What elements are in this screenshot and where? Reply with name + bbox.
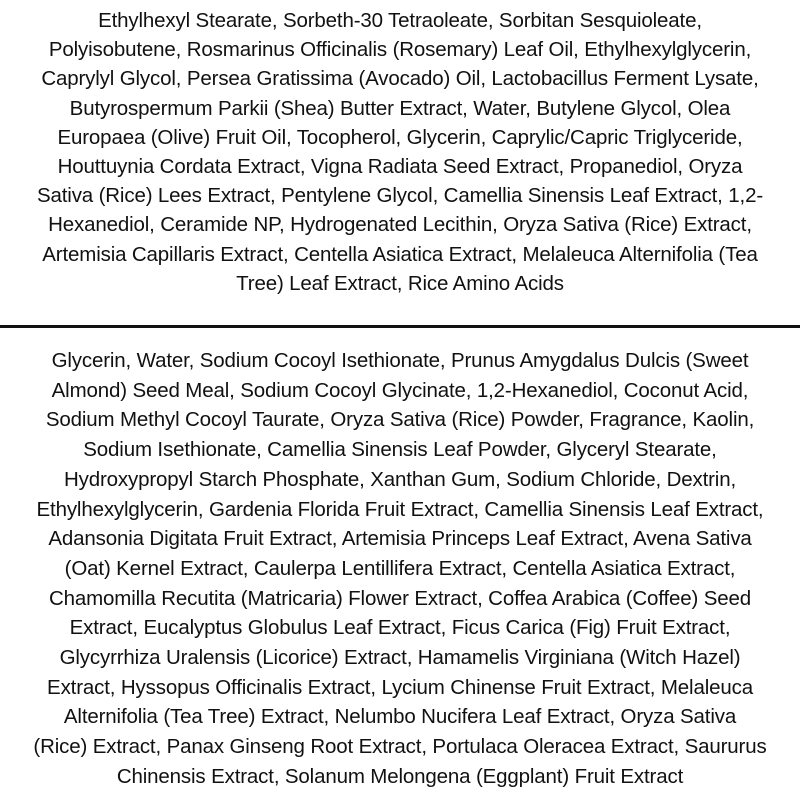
ingredient-line: (Oat) Kernel Extract, Caulerpa Lentillifera Extract, Centella Asiatica Extract, [64, 556, 736, 580]
ingredient-line: Ethylhexyl Stearate, Sorbeth-30 Tetraoleate, Sorbitan Sesquioleate, [98, 9, 702, 32]
ingredient-line: Tree) Leaf Extract, Rice Amino Acids [236, 271, 564, 295]
ingredient-line: Artemisia Capillaris Extract, Centella Asiatica Extract, Melaleuca Alternifolia (Tea [42, 242, 758, 266]
ingredient-line: Adansonia Digitata Fruit Extract, Artemisia Princeps Leaf Extract, Avena Sativa [48, 527, 752, 551]
ingredient-line: (Rice) Extract, Panax Ginseng Root Extract, Portulaca Oleracea Extract, Saururus [33, 735, 767, 759]
ingredient-line: Glycerin, Water, Sodium Cocoyl Isethionate, Prunus Amygdalus Dulcis (Sweet [51, 349, 749, 372]
bottom-ingredient-list [0, 346, 800, 792]
ingredient-line: Hydroxypropyl Starch Phosphate, Xanthan Gum, Sodium Chloride, Dextrin, [63, 467, 737, 491]
ingredient-line: Extract, Eucalyptus Globulus Leaf Extract, Ficus Carica (Fig) Fruit Extract, [69, 616, 731, 640]
ingredient-line: Butyrospermum Parkii (Shea) Butter Extract, Water, Butylene Glycol, Olea [69, 96, 731, 120]
section-divider [0, 325, 800, 328]
top-ingredient-list [0, 6, 800, 298]
ingredient-line: Almond) Seed Meal, Sodium Cocoyl Glycinate, 1,2-Hexanediol, Coconut Acid, [51, 378, 749, 402]
ingredient-line: Europaea (Olive) Fruit Oil, Tocopherol, Glycerin, Caprylic/Capric Triglyceride, [57, 125, 743, 149]
ingredient-line: Polyisobutene, Rosmarinus Officinalis (Rosemary) Leaf Oil, Ethylhexylglycerin, [48, 38, 752, 62]
ingredient-line: Chamomilla Recutita (Matricaria) Flower Extract, Coffea Arabica (Coffee) Seed [48, 586, 752, 610]
ingredient-line: Sodium Methyl Cocoyl Taurate, Oryza Sativa (Rice) Powder, Fragrance, Kaolin, [45, 408, 755, 432]
ingredient-line: Ethylhexylglycerin, Gardenia Florida Fruit Extract, Camellia Sinensis Leaf Extract, [36, 497, 764, 521]
ingredient-line: Sativa (Rice) Lees Extract, Pentylene Glycol, Camellia Sinensis Leaf Extract, 1,2- [36, 184, 763, 208]
ingredient-line: Caprylyl Glycol, Persea Gratissima (Avocado) Oil, Lactobacillus Ferment Lysate, [41, 67, 759, 91]
ingredient-line: Extract, Hyssopus Officinalis Extract, Lycium Chinense Fruit Extract, Melaleuca [47, 675, 753, 699]
ingredient-line: Alternifolia (Tea Tree) Extract, Nelumbo Nucifera Leaf Extract, Oryza Sativa [63, 705, 737, 729]
ingredient-line: Hexanediol, Ceramide NP, Hydrogenated Lecithin, Oryza Sativa (Rice) Extract, [48, 213, 752, 237]
ingredient-line: Houttuynia Cordata Extract, Vigna Radiata Seed Extract, Propanediol, Oryza [57, 155, 743, 179]
ingredient-line: Sodium Isethionate, Camellia Sinensis Leaf Powder, Glyceryl Stearate, [83, 438, 717, 462]
ingredient-line: Glycyrrhiza Uralensis (Licorice) Extract, Hamamelis Virginiana (Witch Hazel) [59, 646, 741, 670]
ingredient-line: Chinensis Extract, Solanum Melongena (Eggplant) Fruit Extract [116, 764, 684, 788]
